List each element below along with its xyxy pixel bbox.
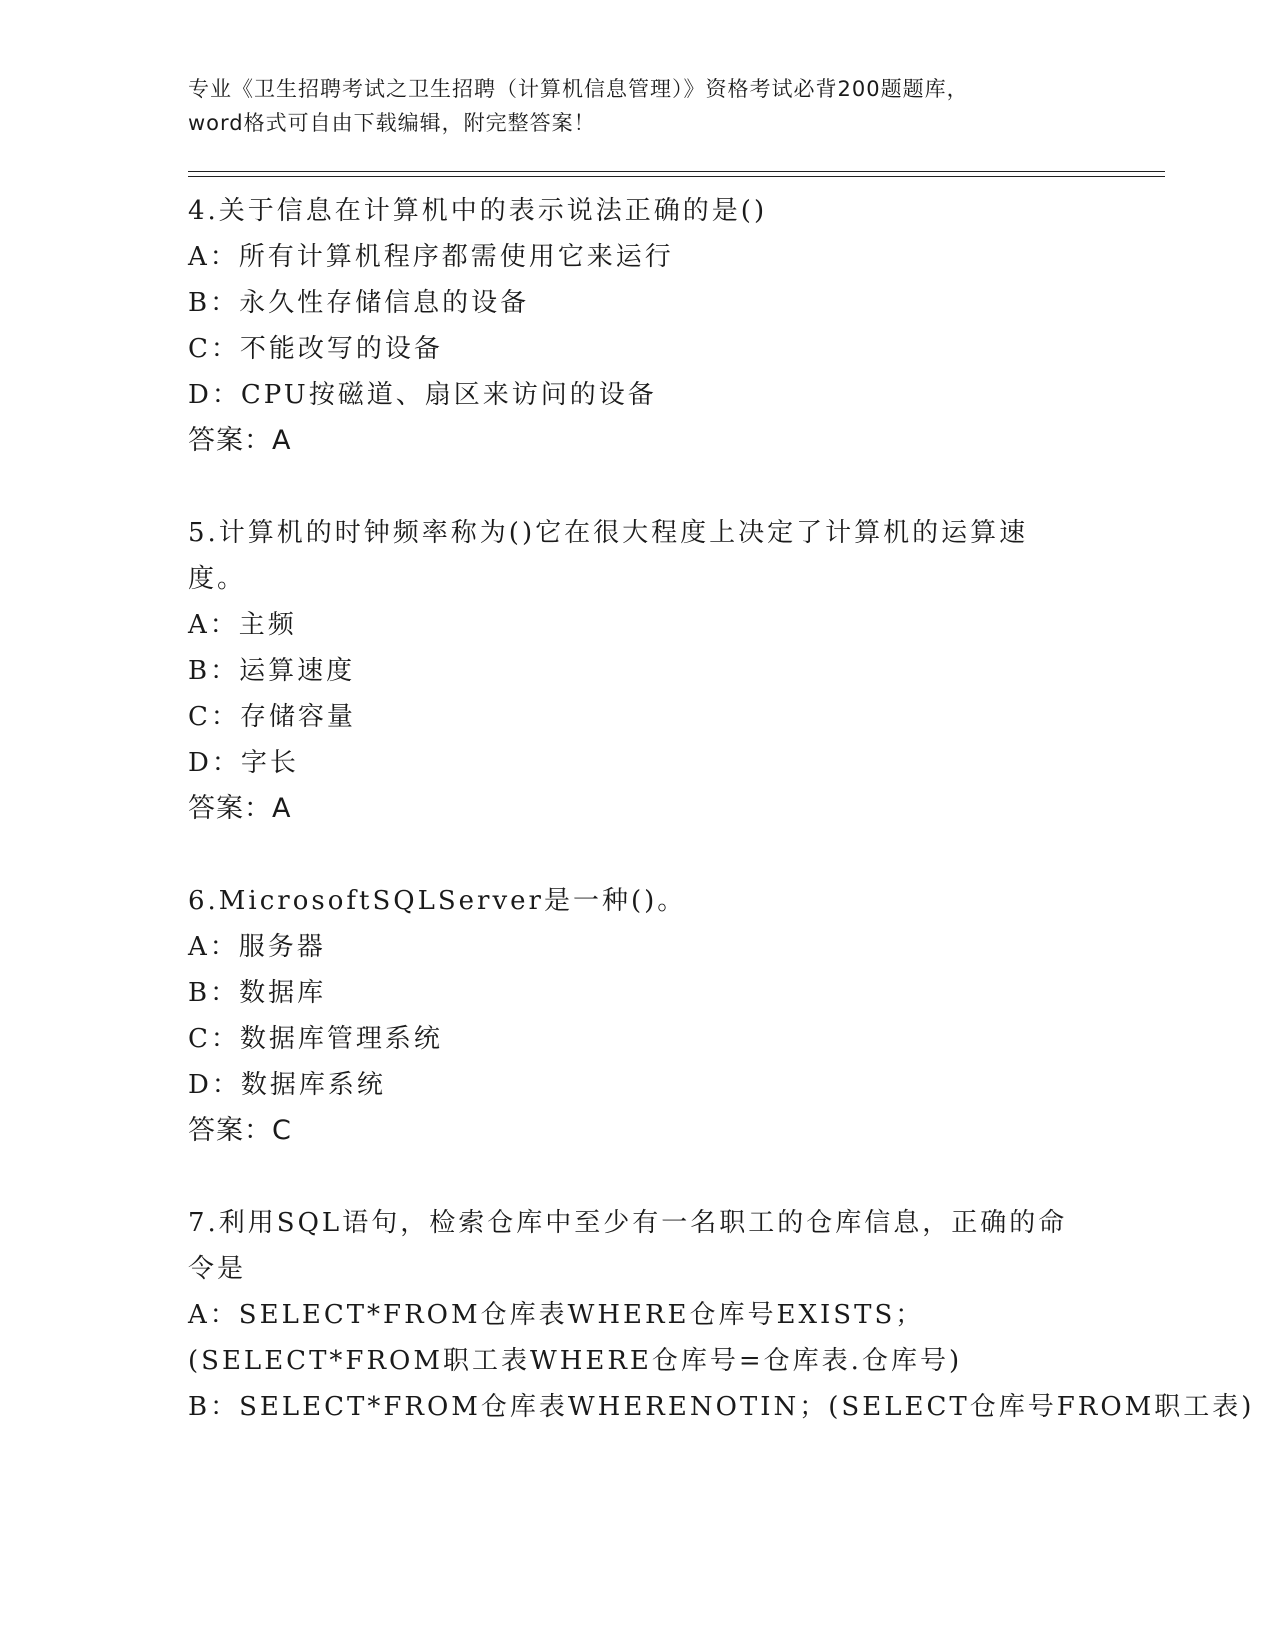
option-b: B：永久性存储信息的设备 — [188, 288, 530, 318]
question-6 — [188, 878, 1068, 1154]
answer: 答案：C — [188, 1115, 292, 1146]
question-4 — [188, 188, 1068, 464]
option-c: C：不能改写的设备 — [188, 334, 443, 364]
option-d: D：数据库系统 — [188, 1070, 386, 1100]
question-list — [188, 188, 1255, 1476]
question-text: 5.计算机的时钟频率称为()它在很大程度上决定了计算机的运算速度。 — [188, 518, 1029, 594]
question-5 — [188, 510, 1068, 832]
option-a: A：主频 — [188, 610, 297, 640]
option-d: D：字长 — [188, 748, 299, 778]
header-rule-top — [188, 171, 1165, 172]
header-line-2: word格式可自由下载编辑，附完整答案！ — [188, 111, 596, 135]
option-a: A：SELECT*FROM仓库表WHERE仓库号EXISTS；(SELECT*FROM职工表WHERE仓库号=仓库表.仓库号) — [188, 1300, 963, 1376]
question-7 — [188, 1200, 1255, 1430]
option-a: A：所有计算机程序都需使用它来运行 — [188, 242, 674, 272]
answer: 答案：A — [188, 425, 292, 456]
option-c: C：存储容量 — [188, 702, 356, 732]
option-a: A：服务器 — [188, 932, 326, 962]
option-b: B：SELECT*FROM仓库表WHERENOTIN；(SELECT仓库号FROM职工表) — [188, 1392, 1255, 1422]
option-b: B：数据库 — [188, 978, 327, 1008]
option-b: B：运算速度 — [188, 656, 356, 686]
option-d: D：CPU按磁道、扇区来访问的设备 — [188, 380, 657, 410]
header-rule-bottom — [188, 176, 1165, 177]
answer: 答案：A — [188, 793, 292, 824]
question-text: 6.MicrosoftSQLServer是一种()。 — [188, 886, 687, 916]
question-text: 4.关于信息在计算机中的表示说法正确的是() — [188, 196, 768, 226]
question-text: 7.利用SQL语句，检索仓库中至少有一名职工的仓库信息，正确的命令是 — [188, 1208, 1068, 1284]
header-line-1: 专业《卫生招聘考试之卫生招聘（计算机信息管理）》资格考试必背200题题库， — [188, 77, 969, 101]
option-c: C：数据库管理系统 — [188, 1024, 443, 1054]
document-header — [188, 72, 1088, 140]
